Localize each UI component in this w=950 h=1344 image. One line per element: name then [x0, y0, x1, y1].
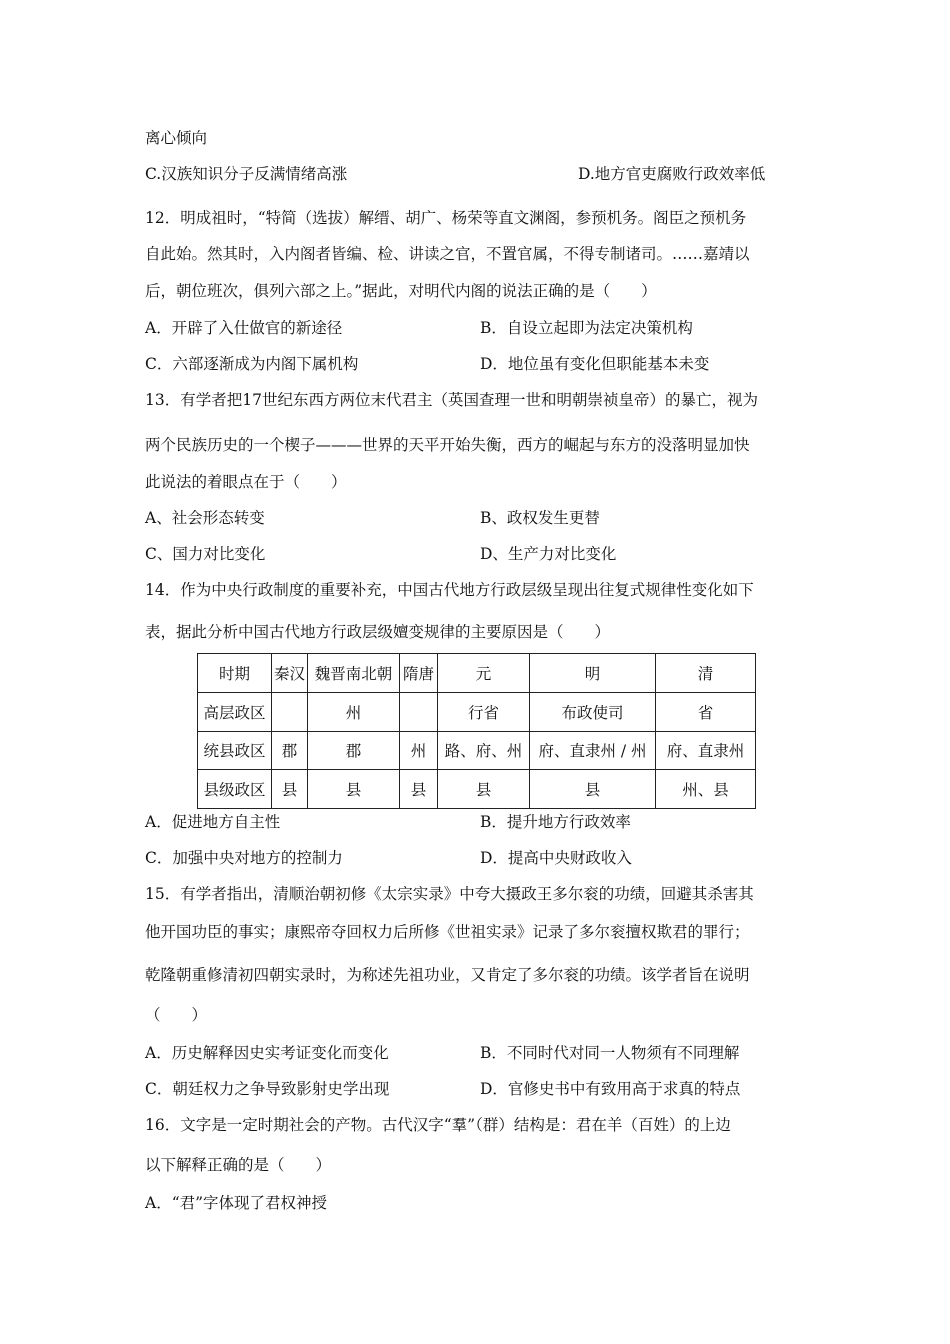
q14-option-c: C．加强中央对地方的控制力 [145, 849, 343, 867]
table-cell: 县 [308, 770, 400, 809]
q15-stem-line3: 乾隆朝重修清初四朝实录时，为称述先祖功业，又肯定了多尔衮的功绩。该学者旨在说明 [145, 966, 750, 984]
table-row [198, 731, 756, 770]
q12-stem-line2: 自此始。然其时，入内阁者皆编、检、讲读之官，不置官属，不得专制诸司。……嘉靖以 [145, 245, 750, 263]
table-cell: 州 [400, 731, 438, 770]
q11-option-c: C.汉族知识分子反满情绪高涨 [145, 165, 348, 183]
q14-option-d: D．提高中央财政收入 [480, 849, 632, 867]
table-cell: 州 [308, 692, 400, 731]
q12-option-d: D．地位虽有变化但职能基本未变 [480, 355, 710, 373]
q15-stem-line1: 15．有学者指出，清顺治朝初修《太宗实录》中夸大摄政王多尔衮的功绩，回避其杀害其 [145, 885, 754, 903]
table-cell: 省 [656, 692, 756, 731]
table-cell: 县 [438, 770, 530, 809]
table-cell [272, 692, 308, 731]
table-header-row [198, 654, 756, 693]
q14-stem-line1: 14．作为中央行政制度的重要补充，中国古代地方行政层级呈现出往复式规律性变化如下 [145, 581, 754, 599]
table-header-cell: 清 [656, 654, 756, 693]
q16-stem-line2: 以下解释正确的是（ ） [145, 1156, 332, 1174]
q12-option-a: A．开辟了入仕做官的新途径 [145, 319, 343, 337]
q13-stem-line3: 此说法的着眼点在于（ ） [145, 473, 347, 491]
q15-stem-line2: 他开国功臣的事实；康熙帝夺回权力后所修《世祖实录》记录了多尔衮擅权欺君的罪行； [145, 923, 750, 941]
table-cell: 布政使司 [530, 692, 656, 731]
table-cell: 统县政区 [198, 731, 272, 770]
table-cell: 府、直隶州 / 州 [530, 731, 656, 770]
q13-option-d: D、生产力对比变化 [480, 545, 617, 563]
q15-option-a: A．历史解释因史实考证变化而变化 [145, 1044, 389, 1062]
q14-stem-line2: 表，据此分析中国古代地方行政层级嬗变规律的主要原因是（ ） [145, 623, 611, 641]
q12-stem-line1: 12．明成祖时，“特简（选拔）解缙、胡广、杨荣等直文渊阁，参预机务。阁臣之预机务 [145, 209, 747, 227]
q15-option-b: B．不同时代对同一人物须有不同理解 [480, 1044, 740, 1062]
table-header-cell: 秦汉 [272, 654, 308, 693]
q15-option-c: C．朝廷权力之争导致影射史学出现 [145, 1080, 390, 1098]
table-cell: 行省 [438, 692, 530, 731]
q15-stem-line4: （ ） [145, 1006, 208, 1024]
q11-option-d: D.地方官吏腐败行政效率低 [578, 165, 766, 183]
q15-option-d: D．官修史书中有致用高于求真的特点 [480, 1080, 741, 1098]
table-cell: 县 [272, 770, 308, 809]
q12-option-c: C．六部逐渐成为内阁下属机构 [145, 355, 359, 373]
table-header-cell: 隋唐 [400, 654, 438, 693]
q14-option-a: A．促进地方自主性 [145, 813, 281, 831]
table-cell: 郡 [308, 731, 400, 770]
table-cell: 府、直隶州 [656, 731, 756, 770]
table-header-cell: 魏晋南北朝 [308, 654, 400, 693]
continued-option-text: 离心倾向 [145, 129, 208, 147]
table-cell: 县 [400, 770, 438, 809]
q13-stem-line1: 13．有学者把17世纪东西方两位末代君主（英国查理一世和明朝崇祯皇帝）的暴亡，视为 [145, 391, 758, 409]
table-header-cell: 时期 [198, 654, 272, 693]
q13-option-c: C、国力对比变化 [145, 545, 266, 563]
table-cell: 县 [530, 770, 656, 809]
table-header-cell: 元 [438, 654, 530, 693]
table-cell: 县级政区 [198, 770, 272, 809]
table-row [198, 692, 756, 731]
table-cell: 郡 [272, 731, 308, 770]
table-cell: 路、府、州 [438, 731, 530, 770]
q14-option-b: B．提升地方行政效率 [480, 813, 631, 831]
table-cell: 州、县 [656, 770, 756, 809]
table-row [198, 770, 756, 809]
q16-option-a: A．“君”字体现了君权神授 [145, 1194, 328, 1212]
q13-option-b: B、政权发生更替 [480, 509, 600, 527]
table-cell: 高层政区 [198, 692, 272, 731]
q12-stem-line3: 后，朝位班次，俱列六部之上。”据此，对明代内阁的说法正确的是（ ） [145, 282, 657, 300]
q16-stem-line1: 16．文字是一定时期社会的产物。古代汉字“羣”（群）结构是：君在羊（百姓）的上边 [145, 1116, 731, 1134]
q12-option-b: B．自设立起即为法定决策机构 [480, 319, 693, 337]
q13-stem-line2: 两个民族历史的一个楔子———世界的天平开始失衡，西方的崛起与东方的没落明显加快 [145, 436, 750, 454]
q13-option-a: A、社会形态转变 [145, 509, 265, 527]
table-cell [400, 692, 438, 731]
table-header-cell: 明 [530, 654, 656, 693]
administrative-levels-table [197, 653, 756, 809]
